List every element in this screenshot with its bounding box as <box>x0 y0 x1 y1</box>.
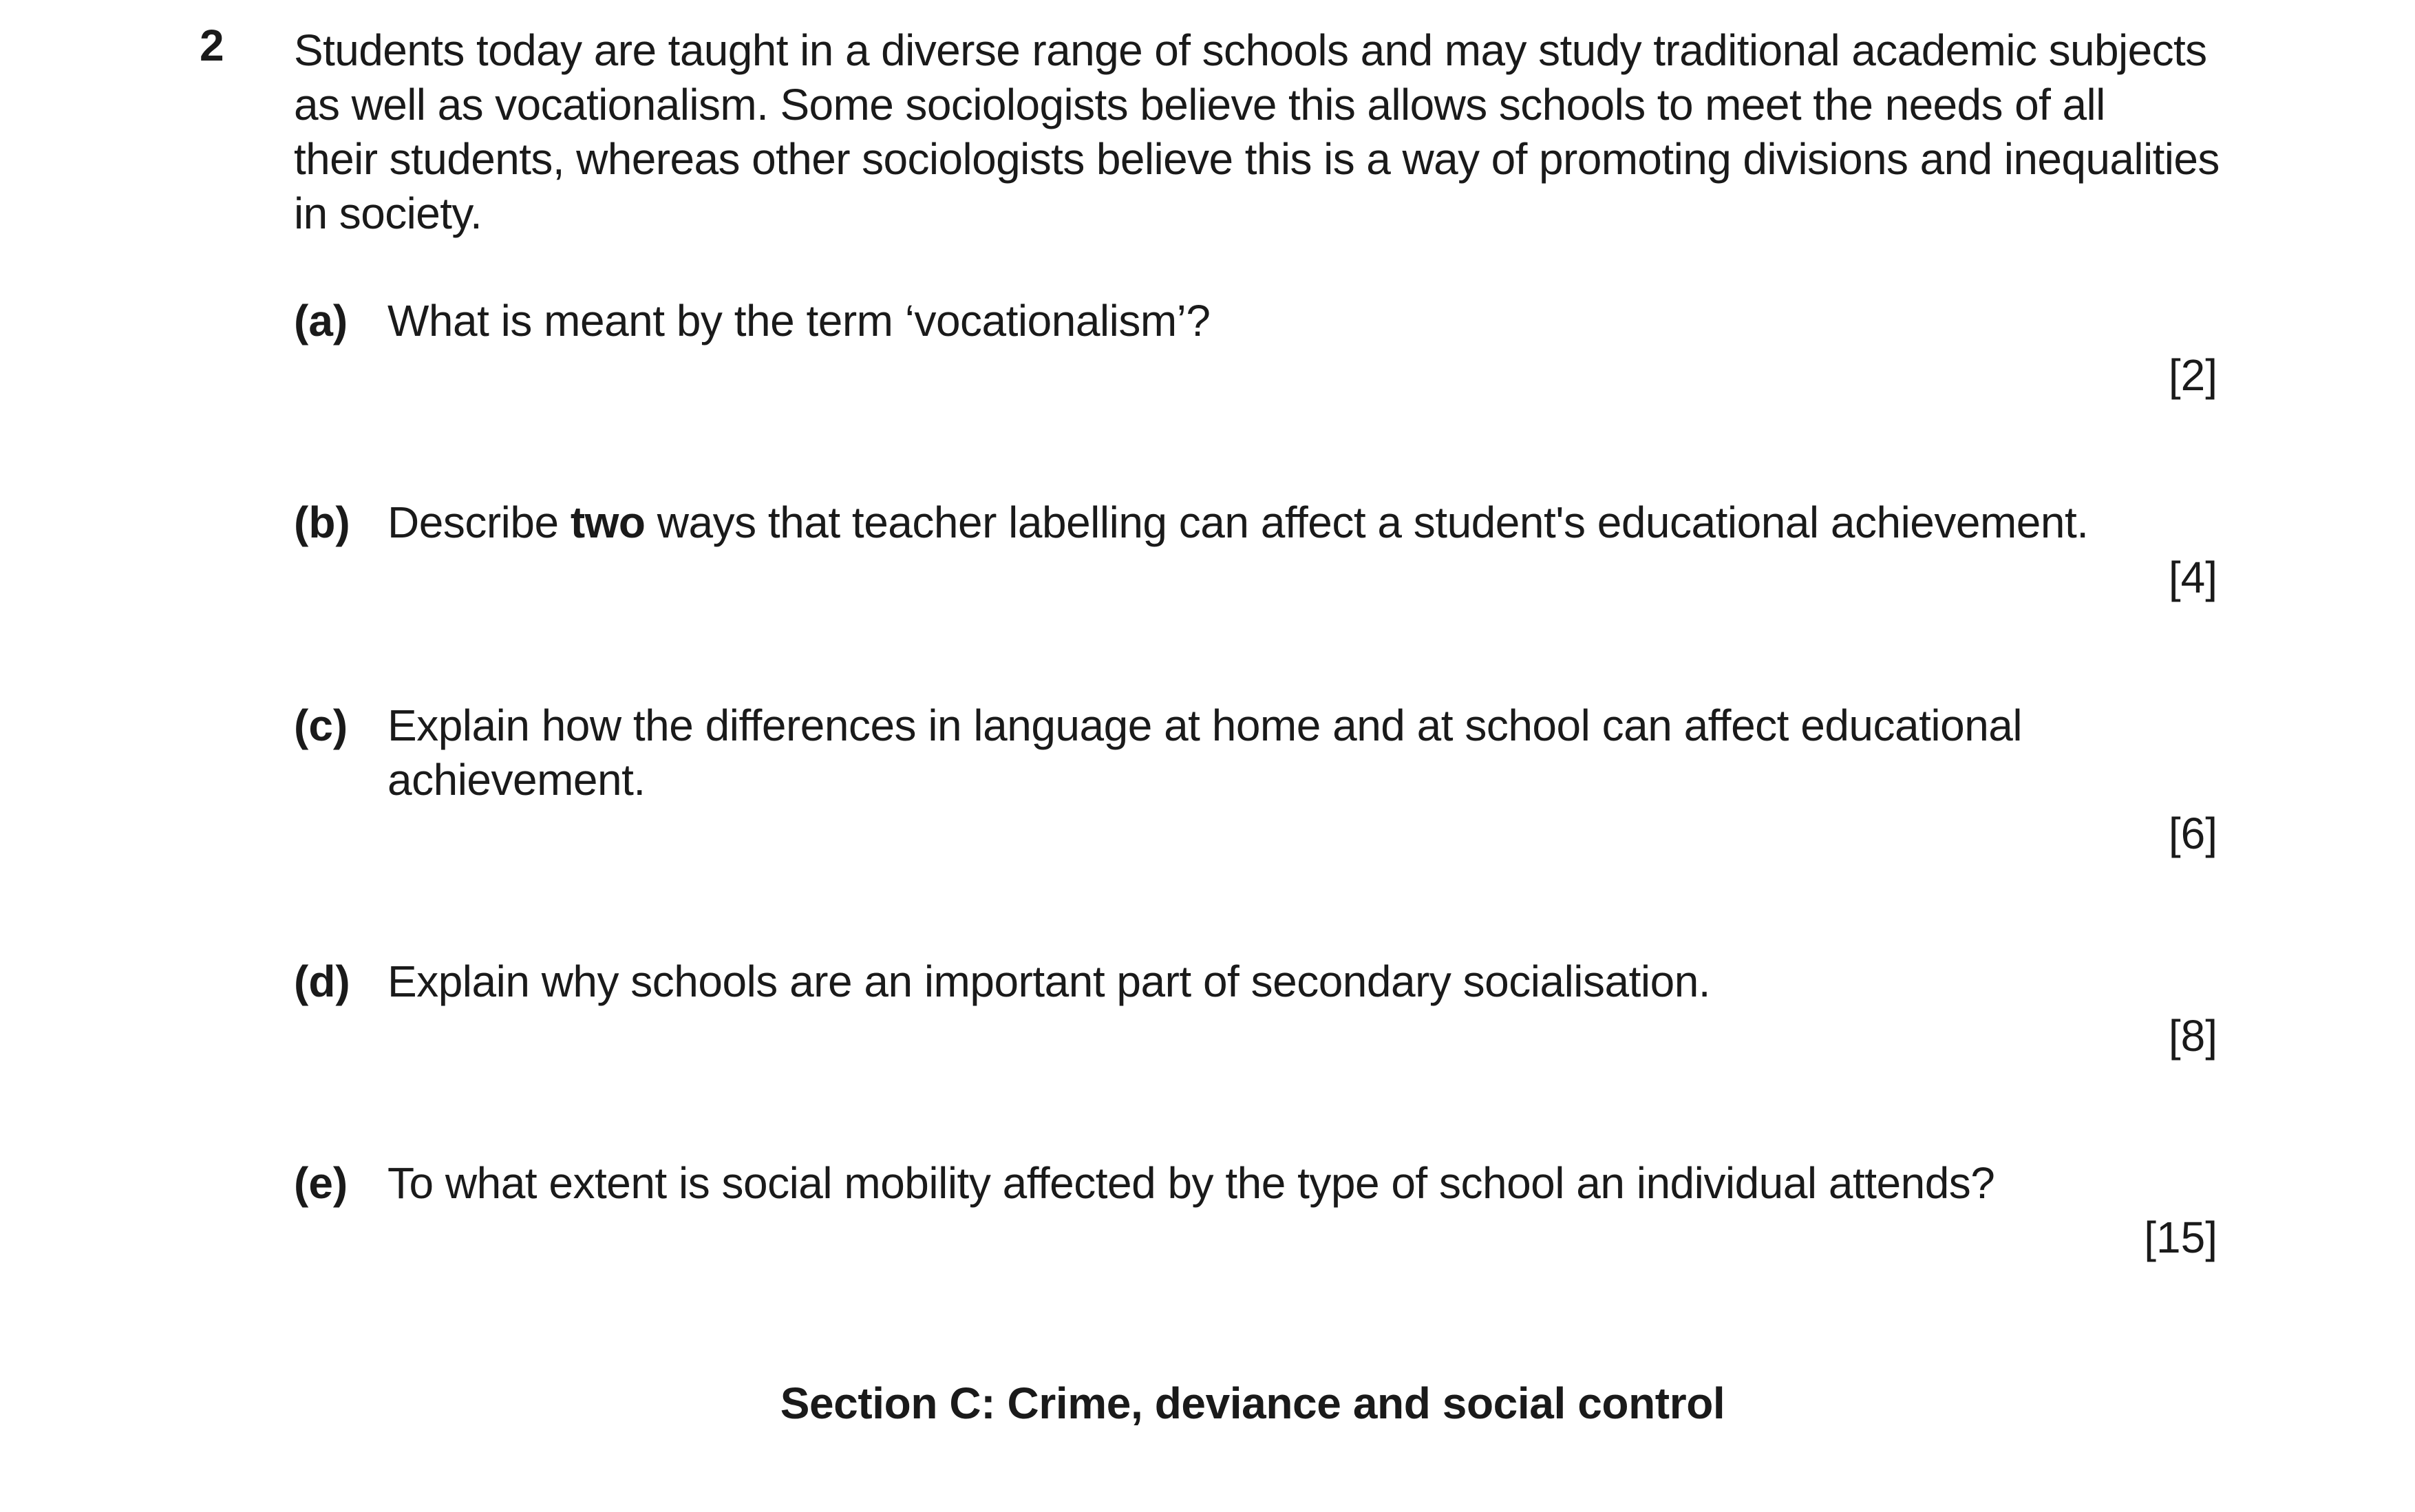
text-after-bold: ways that teacher labelling can affect a student's educational achievement. <box>645 498 2089 547</box>
intro-line: in society. <box>294 189 482 238</box>
marks-c: [6] <box>2168 809 2217 858</box>
text-before-bold: Describe <box>387 498 571 547</box>
sub-question-label: (a) <box>294 296 348 345</box>
sub-question-text <box>387 496 2232 550</box>
emphasis-word: two <box>570 498 646 547</box>
sub-question-text <box>387 699 2232 807</box>
marks-b: [4] <box>2168 553 2217 602</box>
intro-line: as well as vocationalism. Some sociologists believe this allows schools to meet the needs of all <box>294 80 2105 129</box>
sub-question-label: (e) <box>294 1158 348 1208</box>
sub-question-text <box>387 955 2232 1009</box>
sub-question-label: (c) <box>294 701 348 750</box>
marks-a: [2] <box>2168 350 2217 400</box>
intro-line: their students, whereas other sociologists believe this is a way of promoting divisions and inequalities <box>294 134 2220 184</box>
marks-d: [8] <box>2168 1011 2217 1061</box>
marks-e: [15] <box>2144 1213 2217 1262</box>
question-intro <box>294 23 2235 241</box>
sub-question-line: Explain why schools are an important part of secondary socialisation. <box>387 957 1711 1006</box>
sub-question-line: achievement. <box>387 755 646 805</box>
section-heading: Section C: Crime, deviance and social control <box>780 1378 1725 1428</box>
sub-question-line: Explain how the differences in language at home and at school can affect educational <box>387 701 2023 750</box>
intro-line: Students today are taught in a diverse range of schools and may study traditional academic subjects <box>294 25 2207 75</box>
sub-question-line: What is meant by the term ‘vocationalism’? <box>387 296 1211 345</box>
sub-question-text <box>387 1156 2232 1211</box>
sub-question-line: To what extent is social mobility affected by the type of school an individual attends? <box>387 1158 1995 1208</box>
sub-question-label: (d) <box>294 957 350 1006</box>
sub-question-label: (b) <box>294 498 350 547</box>
sub-question-text <box>387 294 2232 348</box>
sub-question-line <box>387 496 2232 550</box>
question-number: 2 <box>200 21 224 70</box>
